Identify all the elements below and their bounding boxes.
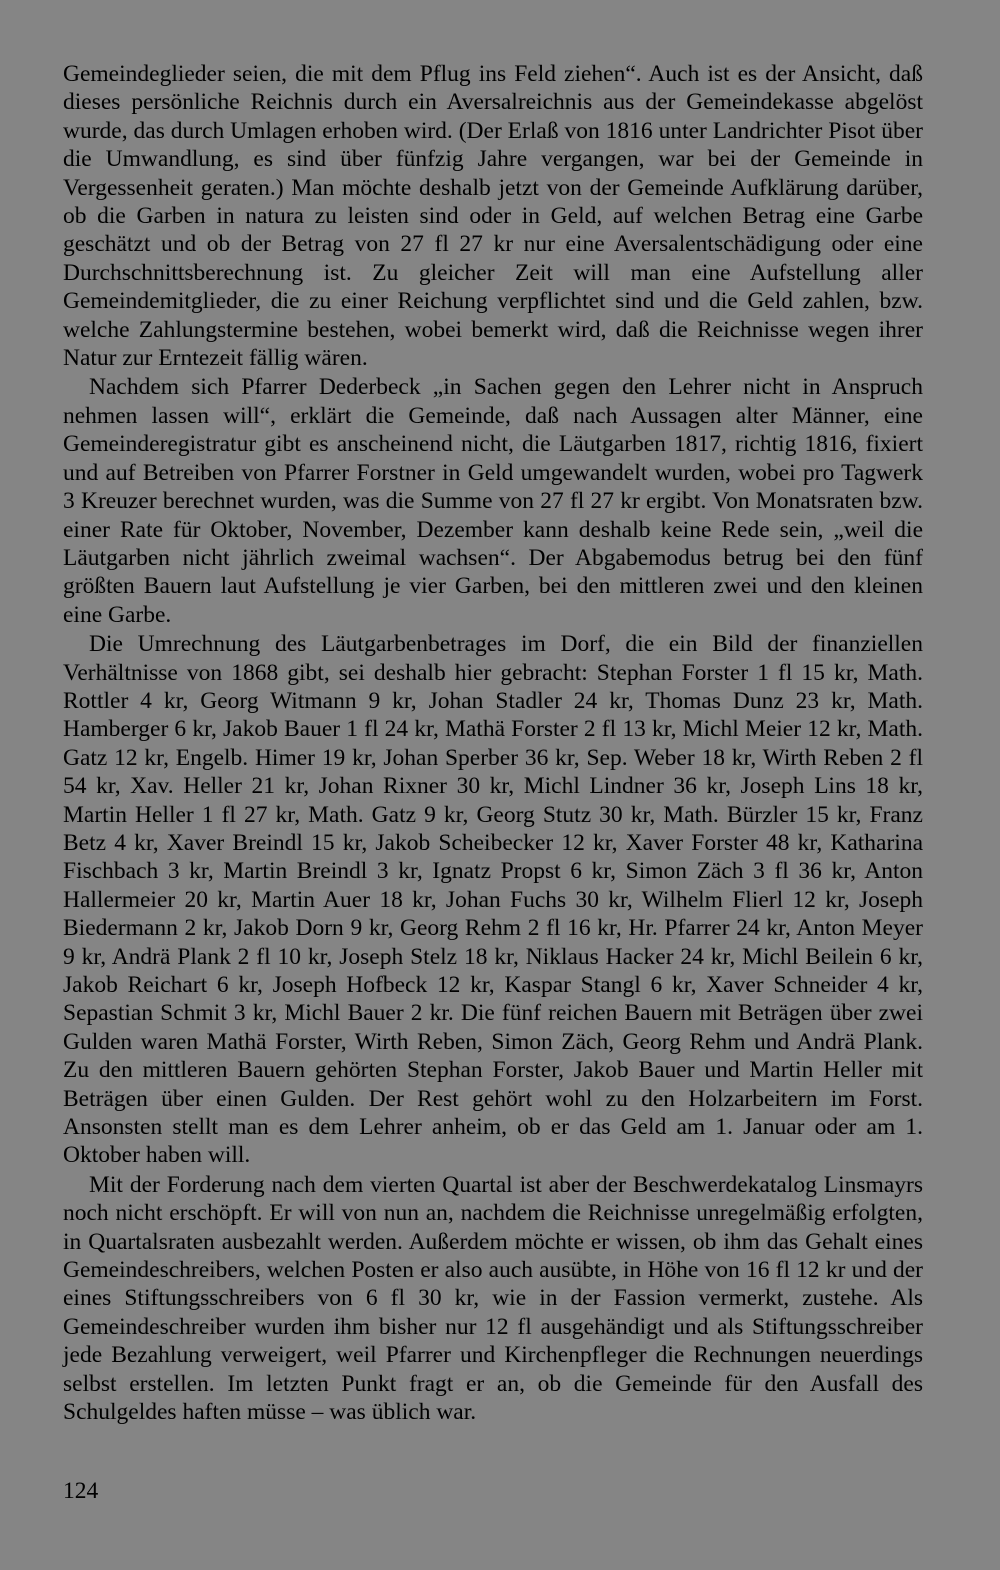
paragraph-2: Nachdem sich Pfarrer Dederbeck „in Sachen gegen den Lehrer nicht in Anspruch nehmen lassen will“, erklärt die Gemeinde, daß nach Aussagen alter Männer, eine Gemeinderegistratur gibt es anscheinend nicht, die Läutgarben 1817, richtig 1816, fixiert und auf Betreiben von Pfarrer Forstner in Geld umgewandelt wurden, wobei pro Tagwerk 3 Kreuzer berechnet wurden, was die Summe von 27 fl 27 kr ergibt. Von Monatsraten bzw. einer Rate für Oktober, November, Dezember kann deshalb keine Rede sein, „weil die Läutgarben nicht jährlich zweimal wachsen“. Der Abgabemodus betrug bei den fünf größten Bauern laut Aufstellung je vier Garben, bei den mittleren zwei und den kleinen eine Garbe. [63,374,923,628]
page-number: 124 [63,1478,99,1504]
body-text [63,60,923,1428]
paragraph-4: Mit der Forderung nach dem vierten Quartal ist aber der Beschwerdekatalog Linsmayrs noch nicht erschöpft. Er will von nun an, nachdem die Reichnisse unregelmäßig erfolgten, in Quartalsraten ausbezahlt werden. Außerdem möchte er wissen, ob ihm das Gehalt eines Gemeindeschreibers, welchen Posten er also auch ausübte, in Höhe von 16 fl 12 kr und der eines Stiftungsschreibers von 6 fl 30 kr, wie in der Fassion vermerkt, zustehe. Als Gemeindeschreiber wurden ihm bisher nur 12 fl ausgehändigt und als Stiftungsschreiber jede Bezahlung verweigert, weil Pfarrer und Kirchenpfleger die Rechnungen neuerdings selbst erstellen. Im letzten Punkt fragt er an, ob die Gemeinde für den Ausfall des Schulgeldes haften müsse – was üblich war. [63,1171,923,1426]
paragraph-1: Gemeindeglieder seien, die mit dem Pflug ins Feld ziehen“. Auch ist es der Ansicht, daß dieses persönliche Reichnis durch ein Aversalreichnis aus der Gemeindekasse abgelöst wurde, das durch Umlagen erhoben wird. (Der Erlaß von 1816 unter Landrichter Pisot über die Umwandlung, es sind über fünfzig Jahre vergangen, war bei der Gemeinde in Vergessenheit geraten.) Man möchte deshalb jetzt von der Gemeinde Aufklärung darüber, ob die Garben in natura zu leisten sind oder in Geld, auf welchen Betrag eine Garbe geschätzt und ob der Betrag von 27 fl 27 kr nur eine Aversalentschädigung oder eine Durchschnittsberechnung ist. Zu gleicher Zeit will man eine Aufstellung aller Gemeindemitglieder, die zu einer Reichung verpflichtet sind und die Geld zahlen, bzw. welche Zahlungstermine bestehen, wobei bemerkt wird, daß die Reichnisse wegen ihrer Natur zur Erntezeit fällig wären. [63,61,923,372]
paragraph-3: Die Umrechnung des Läutgarbenbetrages im Dorf, die ein Bild der finanziellen Verhältnisse von 1868 gibt, sei deshalb hier gebracht: Stephan Forster 1 fl 15 kr, Math. Rottler 4 kr, Georg Witmann 9 kr, Johan Stadler 24 kr, Thomas Dunz 23 kr, Math. Hamberger 6 kr, Jakob Bauer 1 fl 24 kr, Mathä Forster 2 fl 13 kr, Michl Meier 12 kr, Math. Gatz 12 kr, Engelb. Himer 19 kr, Johan Sperber 36 kr, Sep. Weber 18 kr, Wirth Reben 2 fl 54 kr, Xav. Heller 21 kr, Johan Rixner 30 kr, Michl Lindner 36 kr, Joseph Lins 18 kr, Martin Heller 1 fl 27 kr, Math. Gatz 9 kr, Georg Stutz 30 kr, Math. Bürzler 15 kr, Franz Betz 4 kr, Xaver Breindl 15 kr, Jakob Scheibecker 12 kr, Xaver Forster 48 kr, Katharina Fischbach 3 kr, Martin Breindl 3 kr, Ignatz Propst 6 kr, Simon Zäch 3 fl 36 kr, Anton Hallermeier 20 kr, Martin Auer 18 kr, Johan Fuchs 30 kr, Wilhelm Flierl 12 kr, Joseph Biedermann 2 kr, Jakob Dorn 9 kr, Georg Rehm 2 fl 16 kr, Hr. Pfarrer 24 kr, Anton Meyer 9 kr, Andrä Plank 2 fl 10 kr, Joseph Stelz 18 kr, Niklaus Hacker 24 kr, Michl Beilein 6 kr, Jakob Reichart 6 kr, Joseph Hofbeck 12 kr, Kaspar Stangl 6 kr, Xaver Schneider 4 kr, Sepastian Schmit 3 kr, Michl Bauer 2 kr. Die fünf reichen Bauern mit Beträgen über zwei Gulden waren Mathä Forster, Wirth Reben, Simon Zäch, Georg Rehm und Andrä Plank. Zu den mittleren Bauern gehörten Stephan Forster, Jakob Bauer und Martin Heller mit Beträgen über einen Gulden. Der Rest gehört wohl zu den Holzarbeitern im Forst. Ansonsten stellt man es dem Lehrer anheim, ob er das Geld am 1. Januar oder am 1. Oktober haben will. [63,631,923,1169]
